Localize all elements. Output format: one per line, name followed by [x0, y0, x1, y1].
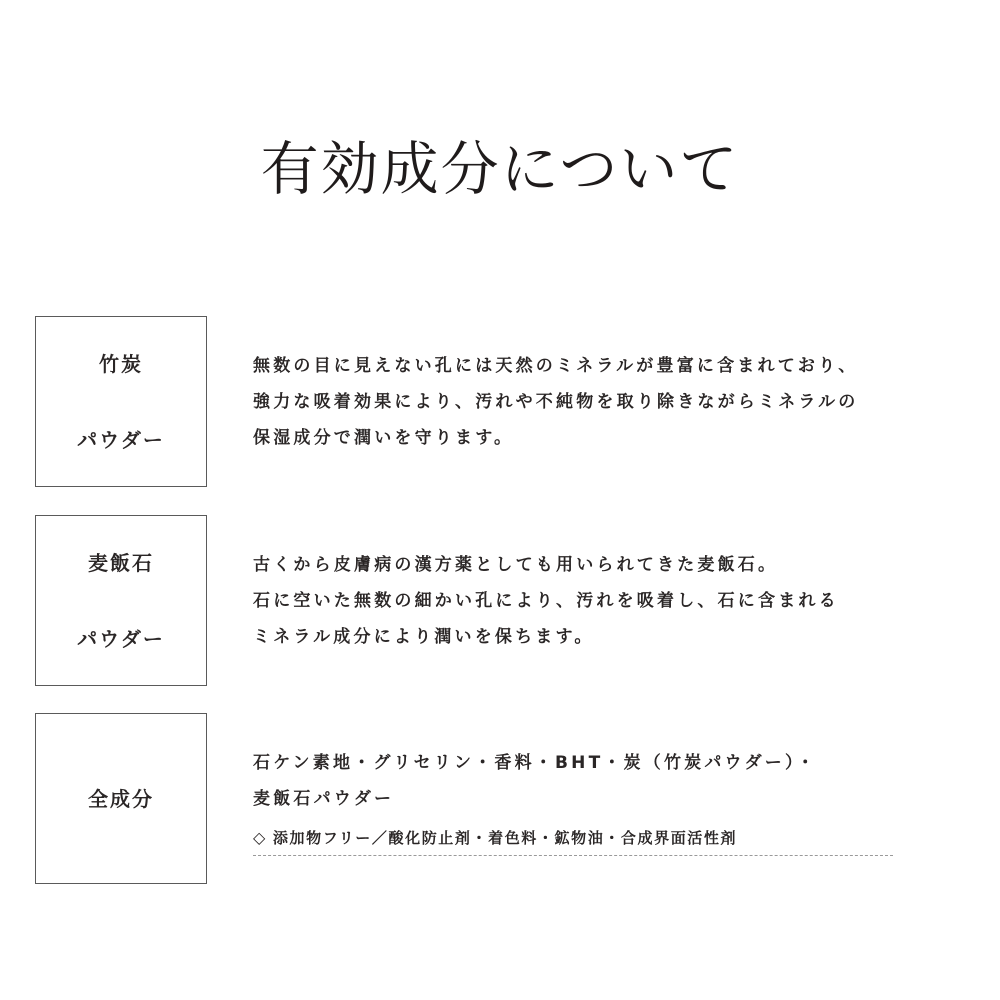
- description-line: 保湿成分で潤いを守ります。: [253, 428, 515, 448]
- description-line: 古くから皮膚病の漢方薬としても用いられてきた麦飯石。: [253, 555, 779, 575]
- ingredient-label-line1: 全成分: [88, 786, 154, 811]
- description-line: 石に空いた無数の細かい孔により、汚れを吸着し、石に含まれる: [253, 591, 839, 611]
- description-line: 麦飯石パウダー: [253, 789, 395, 809]
- description-line: ミネラル成分により潤いを保ちます。: [253, 627, 595, 647]
- ingredient-description: [253, 745, 988, 817]
- additive-free-text: 添加物フリー／酸化防止剤・着色料・鉱物油・合成界面活性剤: [272, 829, 738, 847]
- additive-free-note: [253, 827, 893, 856]
- ingredient-label-line2: パウダー: [77, 427, 165, 452]
- ingredient-description: [253, 348, 988, 456]
- ingredient-label-line2: パウダー: [77, 626, 165, 651]
- description-line: 無数の目に見えない孔には天然のミネラルが豊富に含まれており、: [253, 356, 859, 376]
- ingredient-label-line1: 竹炭: [99, 351, 143, 376]
- diamond-icon: ◇: [253, 828, 267, 847]
- ingredient-label-box: [35, 316, 207, 487]
- ingredient-label-box: [35, 515, 207, 686]
- description-line: 石ケン素地・グリセリン・香料・BHT・炭（竹炭パウダー）・: [253, 753, 817, 773]
- description-line: 強力な吸着効果により、汚れや不純物を取り除きながらミネラルの: [253, 392, 859, 412]
- page-title: 有効成分について: [260, 135, 740, 203]
- ingredient-description: [253, 547, 988, 655]
- ingredient-label-line1: 麦飯石: [88, 550, 154, 575]
- ingredient-label-box: [35, 713, 207, 884]
